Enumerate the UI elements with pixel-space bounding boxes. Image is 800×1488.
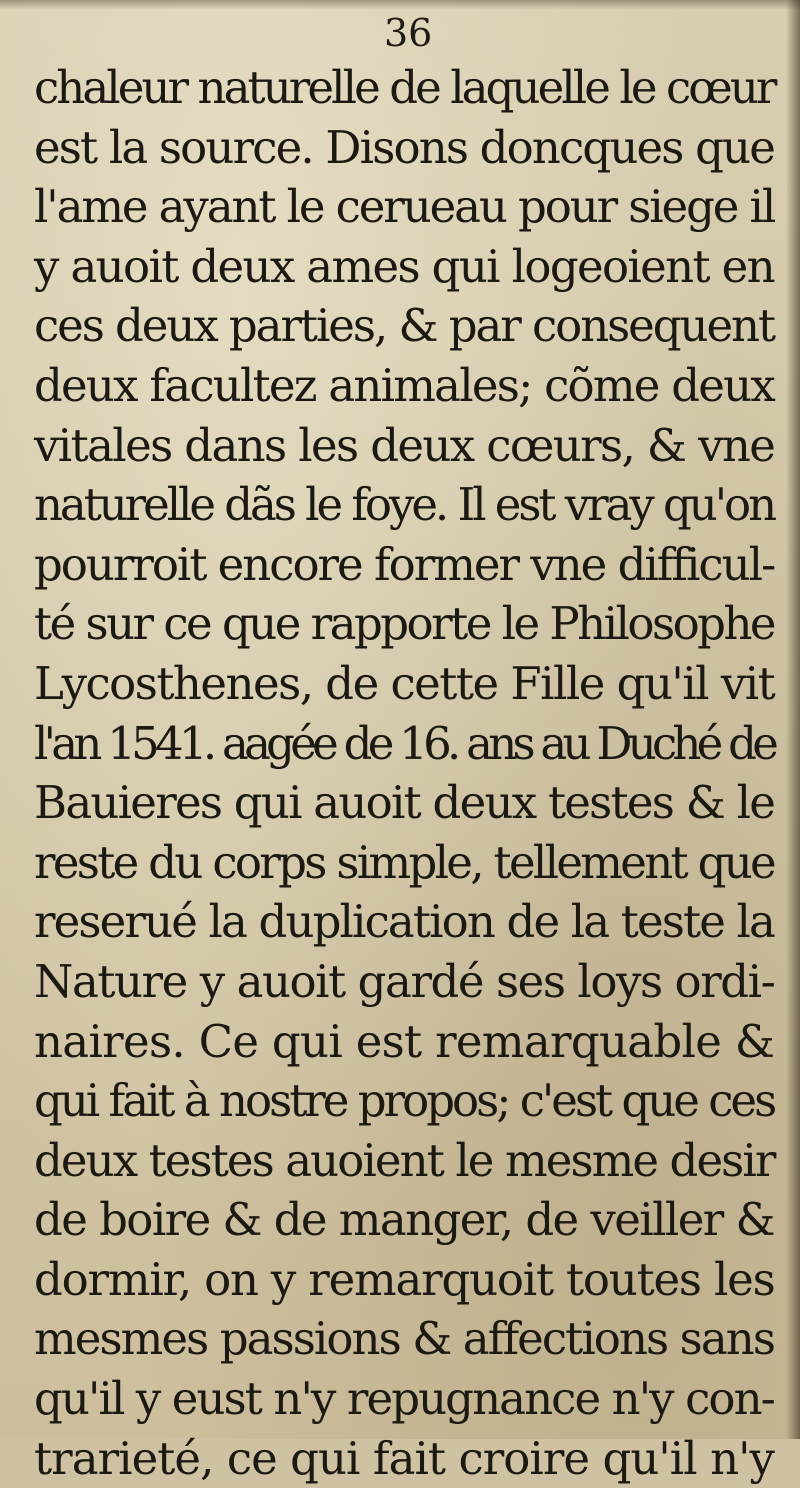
- text-line-17: naires. Ce qui est remarquable &: [34, 1014, 775, 1068]
- text-line-2: est la source. Disons doncques que: [34, 120, 774, 174]
- text-line-5: ces deux parties, & par consequent: [34, 299, 774, 353]
- text-line-13: Bauieres qui auoit deux testes & le: [34, 776, 775, 830]
- text-line-8: naturelle dãs le foye. Il est vray qu'on: [34, 478, 774, 532]
- text-line-21: dormir, on y remarquoit toutes les: [34, 1252, 775, 1306]
- text-line-6: deux facultez animales; cõme deux: [34, 358, 774, 412]
- text-line-24: trarieté, ce qui fait croire qu'il n'y: [34, 1431, 774, 1485]
- page-top-shadow: [0, 0, 800, 10]
- body-text: [34, 58, 774, 1488]
- text-line-19: deux testes auoient le mesme desir: [34, 1133, 775, 1187]
- text-line-10: té sur ce que rapporte le Philosophe: [34, 597, 775, 651]
- text-line-1: chaleur naturelle de laquelle le cœur: [34, 61, 775, 114]
- text-line-23: qu'il y eust n'y repugnance n'y con-: [34, 1372, 774, 1426]
- text-line-16: Nature y auoit gardé ses loys ordi-: [34, 954, 775, 1008]
- text-line-22: mesmes passions & affections sans: [34, 1312, 774, 1366]
- text-line-3: l'ame ayant le cerueau pour siege il: [34, 180, 775, 234]
- text-line-4: y auoit deux ames qui logeoient en: [34, 239, 774, 293]
- text-line-7: vitales dans les deux cœurs, & vne: [34, 418, 775, 472]
- text-line-14: reste du corps simple, tellement que: [34, 835, 774, 889]
- page-binding-edge: [786, 0, 800, 1439]
- text-line-20: de boire & de manger, de veiller &: [34, 1193, 774, 1247]
- text-line-15: reserué la duplication de la teste la: [34, 895, 774, 949]
- page-number: 36: [384, 11, 433, 55]
- text-line-9: pourroit encore former vne difficul-: [34, 537, 775, 591]
- text-line-18: qui fait à nostre propos; c'est que ces: [34, 1074, 775, 1128]
- text-line-12: l'an 1541. aagée de 16. ans au Duché de: [34, 716, 775, 770]
- text-line-11: Lycosthenes, de cette Fille qu'il vit: [34, 656, 775, 710]
